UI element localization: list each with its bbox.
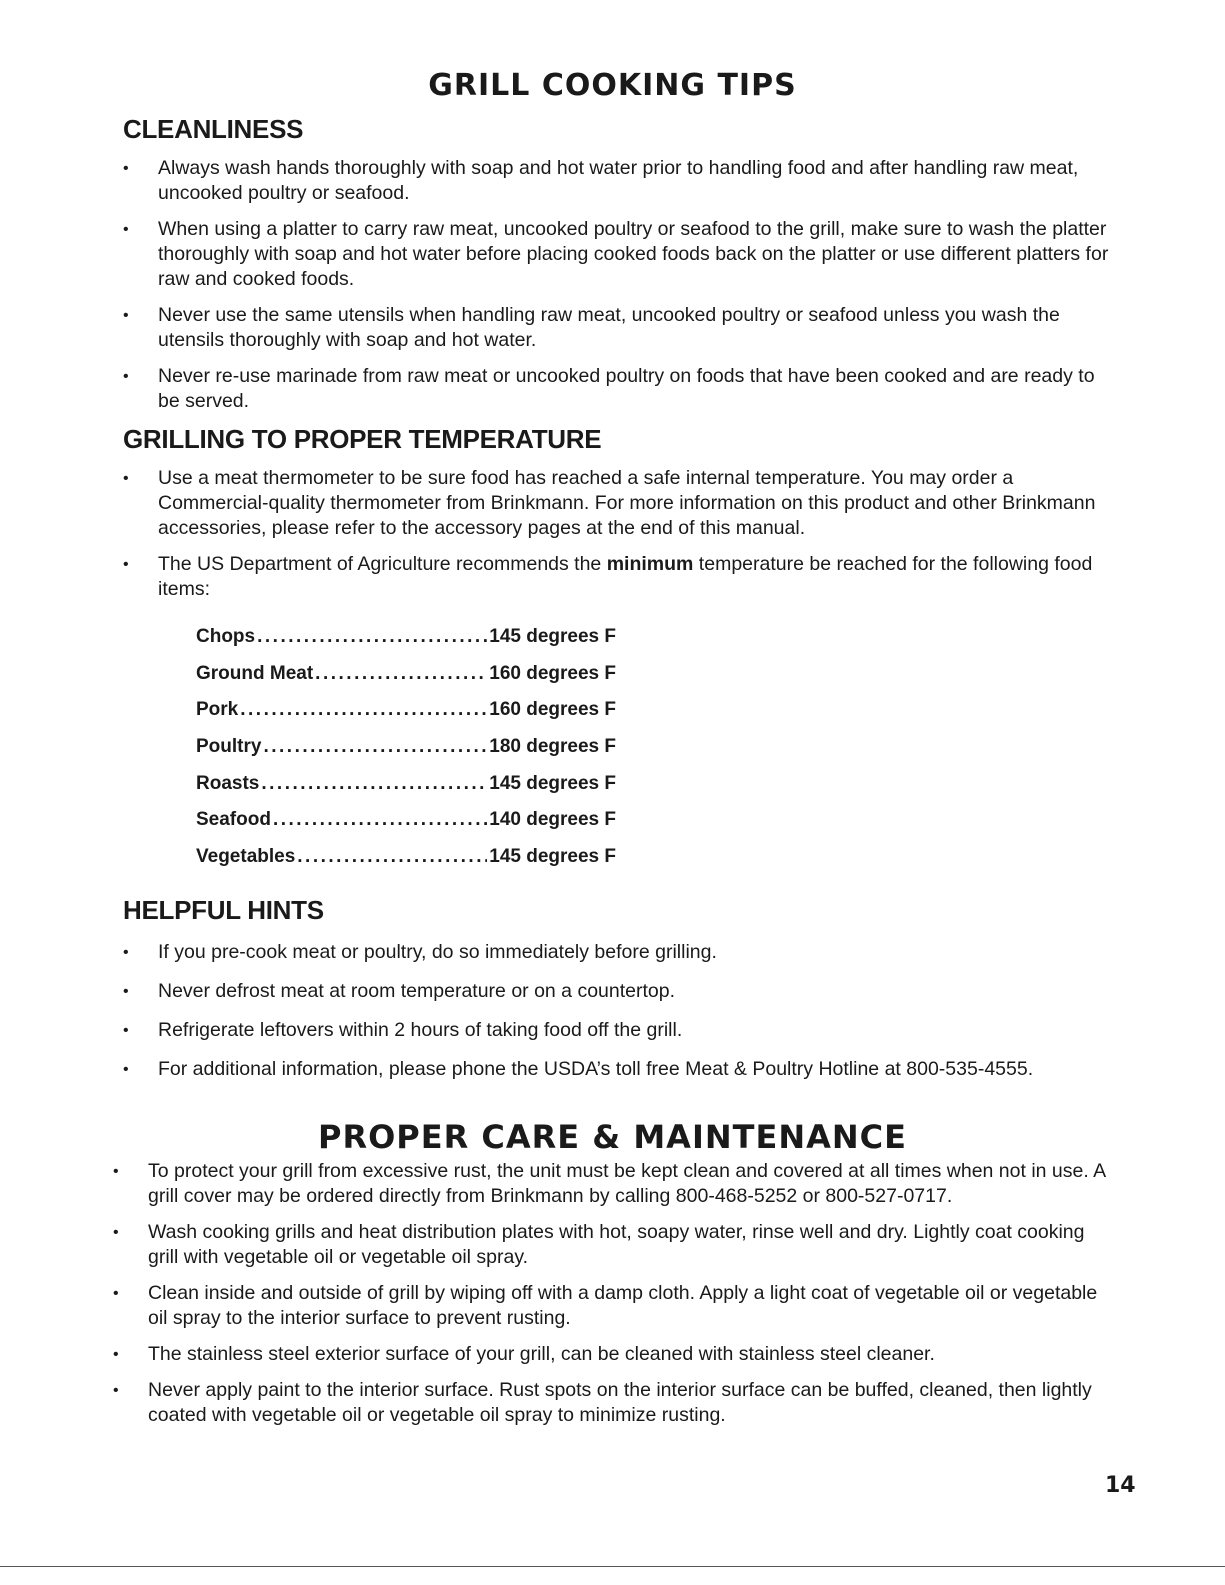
table-row [196, 736, 616, 773]
temperature-value: 140 degrees F [489, 809, 616, 831]
temperature-value: 160 degrees F [489, 699, 616, 721]
food-name: Vegetables [196, 846, 296, 868]
temperature-value: 180 degrees F [489, 736, 616, 758]
list-item: • Use a meat thermometer to be sure food has reached a safe internal temperature. You may order a Commercial-quality thermometer from Brinkmann. For more information on this product and other Brinkmann accessories, please refer to the accessory pages at the end of this manual. [123, 466, 1113, 541]
temperature-value: 160 degrees F [489, 662, 616, 684]
temperature-value: 145 degrees F [489, 846, 616, 868]
list-item: • Refrigerate leftovers within 2 hours of taking food off the grill. [123, 1018, 1113, 1043]
leader-dots [257, 626, 487, 648]
table-row [196, 699, 616, 736]
maintenance-title: PROPER CARE & MAINTENANCE [318, 1118, 907, 1156]
food-name: Ground Meat [196, 662, 314, 684]
bottom-rule [0, 1566, 1225, 1567]
food-name: Pork [196, 699, 239, 721]
temperature-list [123, 466, 1113, 613]
cleanliness-list [123, 156, 1113, 425]
list-item: • Clean inside and outside of grill by wiping off with a damp cloth. Apply a light coat of vegetable oil or vegetable oil spray to the interior surface to prevent rusting. [113, 1281, 1113, 1331]
leader-dots [273, 809, 487, 831]
list-item [123, 552, 1113, 602]
leader-dots [263, 736, 487, 758]
list-item: • Never defrost meat at room temperature or on a countertop. [123, 979, 1113, 1004]
temperature-heading: GRILLING TO PROPER TEMPERATURE [123, 424, 602, 454]
leader-dots [261, 773, 487, 795]
food-name: Roasts [196, 772, 260, 794]
food-name: Poultry [196, 736, 262, 758]
minimum-emphasis: minimum [606, 553, 694, 575]
hints-list [123, 940, 1113, 1096]
list-item: • Never apply paint to the interior surface. Rust spots on the interior surface can be buffed, cleaned, then lightly coated with vegetable oil or vegetable oil spray to minimize rusting. [113, 1378, 1113, 1428]
list-item: • If you pre-cook meat or poultry, do so immediately before grilling. [123, 940, 1113, 965]
food-name: Chops [196, 626, 256, 647]
table-row [196, 809, 616, 846]
list-item-text: temperature be reached for the following food items: [158, 553, 1093, 600]
list-item-text: The US Department of Agriculture recommends the [158, 553, 607, 575]
hints-heading: HELPFUL HINTS [123, 895, 324, 925]
table-row [196, 773, 616, 810]
leader-dots [297, 846, 487, 868]
leader-dots [240, 699, 487, 721]
list-item: • Wash cooking grills and heat distribution plates with hot, soapy water, rinse well and dry. Lightly coat cooking grill with vegetable oil or vegetable oil spray. [113, 1220, 1113, 1270]
list-item: • For additional information, please phone the USDA’s toll free Meat & Poultry Hotline at 800-535-4555. [123, 1057, 1113, 1082]
list-item: • Never use the same utensils when handling raw meat, uncooked poultry or seafood unless you wash the utensils thoroughly with soap and hot water. [123, 303, 1113, 353]
page-number: 14 [1105, 1473, 1136, 1498]
list-item: • The stainless steel exterior surface of your grill, can be cleaned with stainless steel cleaner. [113, 1342, 1113, 1367]
list-item: • To protect your grill from excessive rust, the unit must be kept clean and covered at all times when not in use. A grill cover may be ordered directly from Brinkmann by calling 800-468-5252 or 800-527-0717. [113, 1159, 1113, 1209]
temperature-value: 145 degrees F [489, 772, 616, 794]
table-row [196, 663, 616, 700]
list-item: • Never re-use marinade from raw meat or uncooked poultry on foods that have been cooked and are ready to be served. [123, 364, 1113, 414]
list-item: • When using a platter to carry raw meat, uncooked poultry or seafood to the grill, make sure to wash the platter thoroughly with soap and hot water before placing cooked foods back on the platter or use different platters for raw and cooked foods. [123, 217, 1113, 292]
cleanliness-heading: CLEANLINESS [123, 114, 304, 144]
list-item: • Always wash hands thoroughly with soap and hot water prior to handling food and after handling raw meat, uncooked poultry or seafood. [123, 156, 1113, 206]
temperature-table [196, 626, 616, 883]
table-row [196, 846, 616, 883]
food-name: Seafood [196, 809, 271, 831]
page-title: GRILL COOKING TIPS [428, 68, 797, 103]
temperature-value: 145 degrees F [489, 626, 616, 647]
table-row [196, 626, 616, 663]
maintenance-list [113, 1159, 1113, 1439]
leader-dots [315, 663, 487, 685]
